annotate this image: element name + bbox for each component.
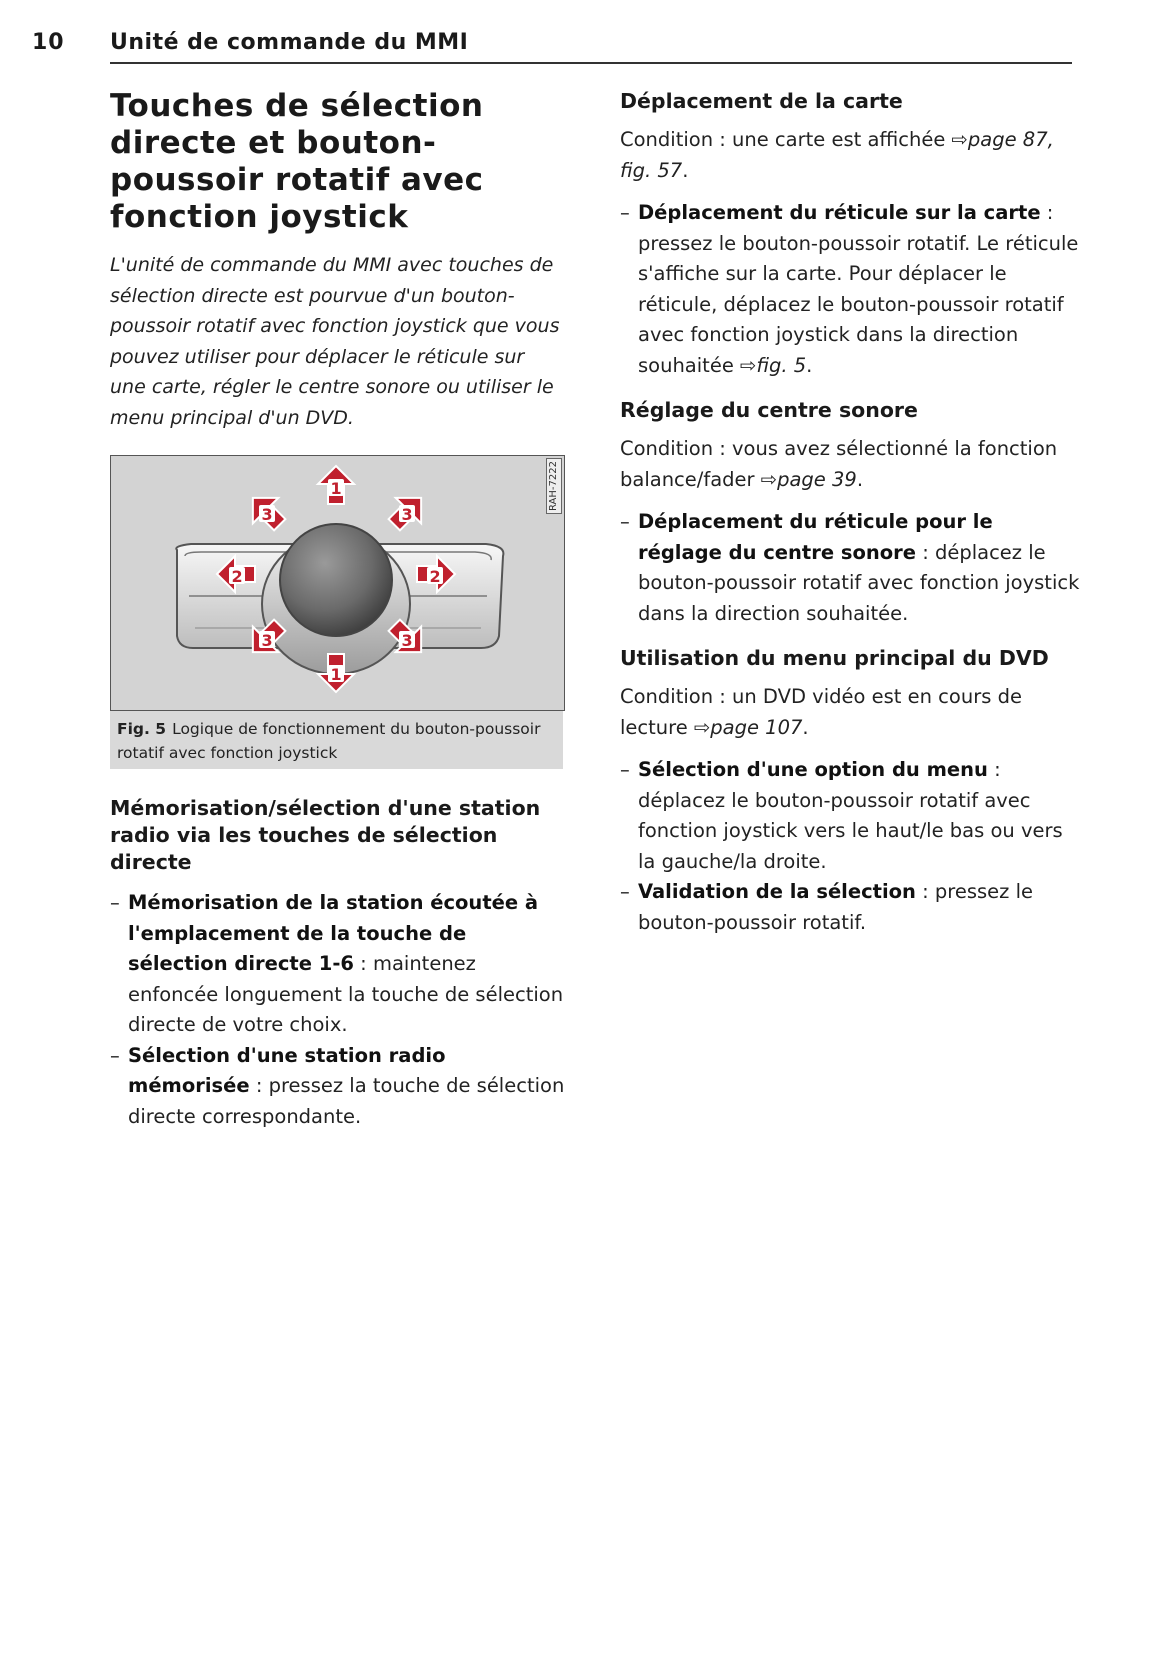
condition-text: Condition : un DVD vidéo est en cours de lecture xyxy=(620,685,1022,739)
fig-ref-link[interactable]: ⇨fig. 5 xyxy=(740,353,807,377)
bullet-text: : maintenez enfoncée longuement la touche de sélection directe de votre choix. xyxy=(128,952,564,1036)
arrow-label: 3 xyxy=(261,631,273,650)
arrow-label: 3 xyxy=(401,631,413,650)
condition-text: Condition : une carte est affichée xyxy=(620,128,952,151)
bullet-text: : pressez le bouton-poussoir rotatif. xyxy=(638,880,1034,934)
bullet-text: : pressez la touche de sélection directe correspondante. xyxy=(128,1074,565,1128)
arrow-label: 1 xyxy=(330,665,342,684)
page-ref-link[interactable]: ⇨page 39 xyxy=(760,467,857,491)
list-item: – Sélection d'une station radio mémorisée : pressez la touche de sélection directe correspondante. xyxy=(110,1043,565,1128)
list-item: – Validation de la sélection : pressez le bouton-poussoir rotatif. xyxy=(620,880,1034,934)
caption-text: Logique de fonctionnement du bouton-poussoir rotatif avec fonction joystick xyxy=(117,720,541,762)
bullet-suffix: . xyxy=(806,353,813,377)
joystick-diagram xyxy=(111,456,564,710)
arrow-up-left-icon xyxy=(240,485,292,537)
arrow-label: 3 xyxy=(401,505,413,524)
arrow-up-right-icon xyxy=(382,485,434,537)
arrow-label: 1 xyxy=(330,479,342,498)
page-ref-link[interactable]: ⇨page 107 xyxy=(693,715,803,739)
list-item: – Mémorisation de la station écoutée à l'emplacement de la touche de sélection directe 1-6 : maintenez enfoncée longuement la touche de sélection directe de votre choix. xyxy=(110,891,564,1036)
arrow-label: 2 xyxy=(429,567,441,586)
arrow-up-icon xyxy=(318,466,354,504)
condition-dvd xyxy=(620,682,1080,743)
header-rule xyxy=(110,62,1072,64)
section-title-dvd: Utilisation du menu principal du DVD xyxy=(620,646,1049,670)
condition-suffix: . xyxy=(682,158,689,182)
right-column xyxy=(620,88,1080,938)
figure-code: RAH-7222 xyxy=(546,458,562,514)
memorisation-list xyxy=(110,888,565,1132)
figure-caption xyxy=(110,711,563,769)
page-ref-link[interactable]: ⇨page 87, fig. 57 xyxy=(620,128,1054,182)
dvd-list xyxy=(620,755,1080,938)
arrow-label: 2 xyxy=(231,567,243,586)
bullet-bold: Déplacement du réticule sur la carte xyxy=(638,201,1041,224)
condition-suffix: . xyxy=(856,467,864,491)
bullet-bold: Sélection d'une option du menu xyxy=(638,758,988,781)
bullet-text: : déplacez le bouton-poussoir rotatif avec fonction joystick dans la direction souhaitée. xyxy=(638,540,1080,625)
left-column xyxy=(110,88,565,1132)
bullet-text: : pressez le bouton-poussoir rotatif. Le réticule s'affiche sur la carte. Pour déplacer le réticule, déplacez le bouton-poussoir rotatif avec fonction joystick dans la direction souhaitée xyxy=(638,201,1079,377)
main-title: Touches de sélection directe et bouton-poussoir rotatif avec fonction joystick xyxy=(110,88,484,235)
list-item: – Déplacement du réticule sur la carte : pressez le bouton-poussoir rotatif. Le réticule s'affiche sur la carte. Pour déplacer le réticule, déplacez le bouton-poussoir rotatif avec fonction joystick dans la direction souhaitée ⇨fig. 5. xyxy=(620,201,1079,377)
page-number: 10 xyxy=(32,30,65,55)
list-item: – Sélection d'une option du menu : déplacez le bouton-poussoir rotatif avec fonction joystick vers le haut/le bas ou vers la gauche/la droite. xyxy=(620,758,1063,873)
section-title-carte: Déplacement de la carte xyxy=(620,89,903,113)
section-title-centre-sonore: Réglage du centre sonore xyxy=(620,398,918,422)
condition-text: Condition : vous avez sélectionné la fonction balance/fader xyxy=(620,437,1058,491)
list-item: – Déplacement du réticule pour le réglage du centre sonore : déplacez le bouton-poussoir rotatif avec fonction joystick dans la direction souhaitée. xyxy=(620,510,1080,625)
chapter-title: Unité de commande du MMI xyxy=(110,30,469,55)
intro-paragraph: L'unité de commande du MMI avec touches de sélection directe est pourvue d'un bouton-poussoir rotatif avec fonction joystick que vous pouvez utiliser pour déplacer le réticule sur une carte, régler le centre sonore ou utiliser le menu principal d'un DVD. xyxy=(110,254,560,429)
bullet-bold: Déplacement du réticule pour le réglage du centre sonore xyxy=(638,510,993,564)
figure-joystick xyxy=(110,455,565,711)
page-header xyxy=(32,28,1072,64)
bullet-bold: Mémorisation de la station écoutée à l'emplacement de la touche de sélection directe 1-6 xyxy=(128,891,539,975)
condition-carte xyxy=(620,125,1080,186)
arrow-label: 3 xyxy=(261,505,273,524)
bullet-bold: Validation de la sélection xyxy=(638,880,916,903)
caption-label: Fig. 5 xyxy=(117,720,167,738)
bullet-text: : déplacez le bouton-poussoir rotatif avec fonction joystick vers le haut/le bas ou vers la gauche/la droite. xyxy=(638,758,1063,873)
condition-centre-sonore xyxy=(620,434,1080,495)
bullet-bold: Sélection d'une station radio mémorisée xyxy=(128,1043,446,1097)
condition-suffix: . xyxy=(802,715,809,739)
section-title-memorisation: Mémorisation/sélection d'une station radio via les touches de sélection directe xyxy=(110,796,541,874)
